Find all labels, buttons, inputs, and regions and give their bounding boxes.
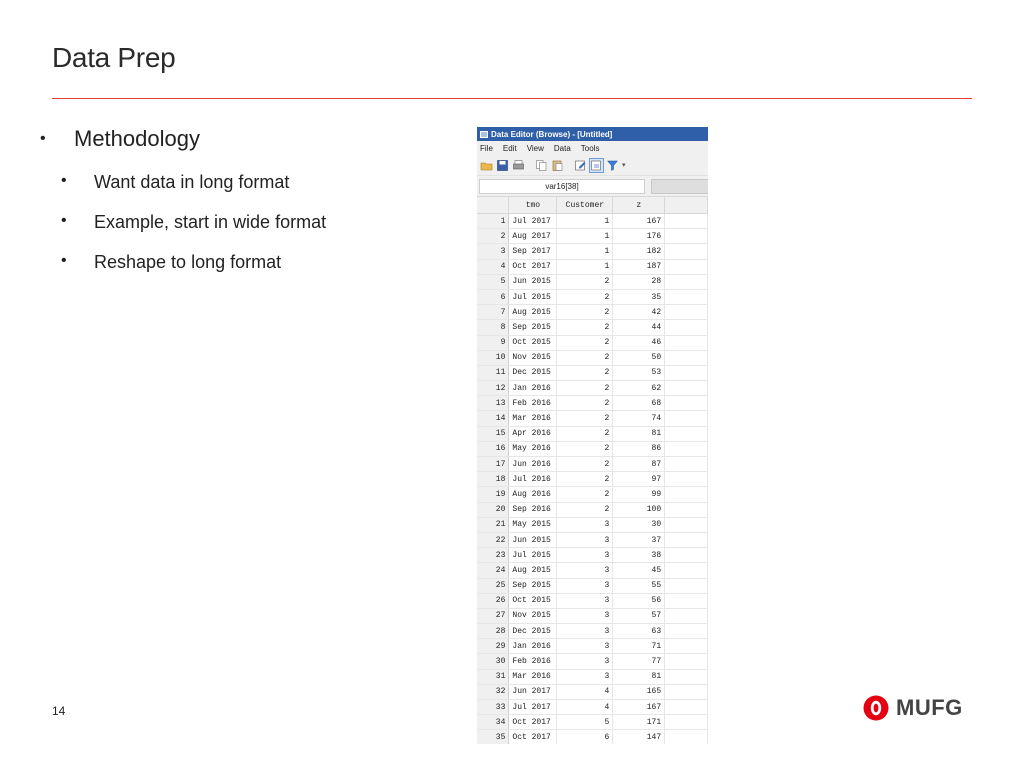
cell-customer[interactable]: 2 [557, 335, 613, 350]
cell-customer[interactable]: 2 [557, 441, 613, 456]
row-number: 16 [477, 441, 509, 456]
cell-z[interactable]: 71 [613, 639, 665, 654]
row-number: 10 [477, 350, 509, 365]
page-number: 14 [52, 704, 66, 718]
row-number: 7 [477, 305, 509, 320]
table-row[interactable] [477, 320, 708, 335]
row-number: 2 [477, 229, 509, 244]
table-row[interactable] [477, 335, 708, 350]
cell-tmo[interactable]: Sep 2015 [509, 320, 557, 335]
paste-icon[interactable] [551, 159, 564, 172]
menu-tools[interactable]: Tools [580, 143, 600, 153]
menu-view[interactable]: View [526, 143, 544, 153]
cell-z[interactable]: 57 [613, 608, 665, 623]
table-row[interactable] [477, 305, 708, 320]
cell-customer[interactable]: 3 [557, 548, 613, 563]
cell-tmo[interactable]: Jul 2016 [509, 472, 557, 487]
row-number: 6 [477, 289, 509, 304]
row-number: 8 [477, 320, 509, 335]
table-row[interactable] [477, 365, 708, 380]
cell-tmo[interactable]: Dec 2015 [509, 624, 557, 639]
edit-icon[interactable] [574, 159, 587, 172]
cell-z[interactable]: 176 [613, 229, 665, 244]
menu-data[interactable]: Data [553, 143, 571, 153]
bullet-dot: • [61, 172, 67, 189]
cell-tmo[interactable]: Oct 2015 [509, 335, 557, 350]
cell-empty[interactable] [665, 700, 708, 715]
dropdown-icon[interactable]: ▾ [622, 162, 626, 169]
bullet-dot: • [40, 130, 46, 147]
cell-customer[interactable]: 3 [557, 517, 613, 532]
cell-customer[interactable]: 2 [557, 365, 613, 380]
cell-tmo[interactable]: Oct 2017 [509, 715, 557, 730]
cell-customer[interactable]: 3 [557, 593, 613, 608]
row-number: 5 [477, 274, 509, 289]
row-number: 25 [477, 578, 509, 593]
cell-tmo[interactable]: May 2016 [509, 441, 557, 456]
cell-z[interactable]: 97 [613, 472, 665, 487]
cell-customer[interactable]: 2 [557, 396, 613, 411]
copy-icon[interactable] [535, 159, 548, 172]
cell-tmo[interactable]: Mar 2016 [509, 411, 557, 426]
mufg-logo-mark-icon [862, 694, 890, 722]
row-number: 3 [477, 244, 509, 259]
cell-empty[interactable] [665, 517, 708, 532]
cell-tmo[interactable]: Jun 2015 [509, 274, 557, 289]
toolbar-separator [567, 159, 571, 172]
cell-empty[interactable] [665, 381, 708, 396]
table-row[interactable] [477, 502, 708, 517]
cell-z[interactable]: 44 [613, 320, 665, 335]
table-row[interactable] [477, 350, 708, 365]
cell-z[interactable]: 45 [613, 563, 665, 578]
bullet-wide-format: Example, start in wide format [94, 212, 327, 232]
menu-file[interactable]: File [480, 143, 493, 153]
cell-empty[interactable] [665, 532, 708, 547]
cell-empty[interactable] [665, 593, 708, 608]
cell-empty[interactable] [665, 441, 708, 456]
table-row[interactable] [477, 229, 708, 244]
cell-tmo[interactable]: Jun 2017 [509, 684, 557, 699]
cell-empty[interactable] [665, 274, 708, 289]
cell-tmo[interactable]: Mar 2016 [509, 669, 557, 684]
table-row[interactable] [477, 654, 708, 669]
row-number: 19 [477, 487, 509, 502]
cell-customer[interactable]: 2 [557, 289, 613, 304]
cell-customer[interactable]: 6 [557, 730, 613, 744]
cell-z[interactable]: 62 [613, 381, 665, 396]
cell-empty[interactable] [665, 472, 708, 487]
cell-empty[interactable] [665, 320, 708, 335]
cell-empty[interactable] [665, 502, 708, 517]
cell-tmo[interactable]: Jul 2017 [509, 700, 557, 715]
cell-empty[interactable] [665, 244, 708, 259]
cell-empty[interactable] [665, 730, 708, 744]
cell-empty[interactable] [665, 639, 708, 654]
menu-edit[interactable]: Edit [502, 143, 517, 153]
row-number: 11 [477, 365, 509, 380]
bullet-long-format: Want data in long format [94, 172, 290, 192]
cell-empty[interactable] [665, 548, 708, 563]
row-number: 28 [477, 624, 509, 639]
cell-empty[interactable] [665, 684, 708, 699]
row-number: 13 [477, 396, 509, 411]
cell-z[interactable]: 81 [613, 669, 665, 684]
row-number: 12 [477, 381, 509, 396]
cell-tmo[interactable]: Apr 2016 [509, 426, 557, 441]
browse-icon[interactable] [590, 159, 603, 172]
cell-tmo[interactable]: Feb 2016 [509, 396, 557, 411]
cell-tmo[interactable]: Sep 2015 [509, 578, 557, 593]
cell-z[interactable]: 50 [613, 350, 665, 365]
cell-tmo[interactable]: Aug 2015 [509, 563, 557, 578]
cell-customer[interactable]: 4 [557, 700, 613, 715]
cell-z[interactable]: 55 [613, 578, 665, 593]
column-header-empty[interactable] [665, 197, 708, 214]
cell-tmo[interactable]: Nov 2015 [509, 608, 557, 623]
cell-tmo[interactable]: Aug 2016 [509, 487, 557, 502]
table-row[interactable] [477, 457, 708, 472]
row-number: 18 [477, 472, 509, 487]
cell-empty[interactable] [665, 305, 708, 320]
cell-tmo[interactable]: Jul 2015 [509, 289, 557, 304]
open-folder-icon[interactable] [480, 159, 493, 172]
save-icon[interactable] [496, 159, 509, 172]
cell-customer[interactable]: 1 [557, 214, 613, 229]
cell-tmo[interactable]: Jan 2016 [509, 639, 557, 654]
cell-empty[interactable] [665, 578, 708, 593]
cell-tmo[interactable]: Dec 2015 [509, 365, 557, 380]
grid-body [477, 214, 708, 745]
cell-z[interactable]: 86 [613, 441, 665, 456]
cell-customer[interactable]: 2 [557, 411, 613, 426]
cell-z[interactable]: 147 [613, 730, 665, 744]
table-row[interactable] [477, 715, 708, 730]
cell-z[interactable]: 35 [613, 289, 665, 304]
cell-tmo[interactable]: Jul 2015 [509, 548, 557, 563]
toolbar-separator [528, 159, 532, 172]
cell-z[interactable]: 187 [613, 259, 665, 274]
cell-customer[interactable]: 3 [557, 654, 613, 669]
cell-empty[interactable] [665, 259, 708, 274]
cell-customer[interactable]: 2 [557, 305, 613, 320]
cell-tmo[interactable]: Sep 2016 [509, 502, 557, 517]
cell-empty[interactable] [665, 214, 708, 229]
cell-z[interactable]: 171 [613, 715, 665, 730]
row-number: 17 [477, 457, 509, 472]
cell-customer[interactable]: 4 [557, 684, 613, 699]
cell-customer[interactable]: 2 [557, 274, 613, 289]
cell-z[interactable]: 37 [613, 532, 665, 547]
table-row[interactable] [477, 517, 708, 532]
cell-z[interactable]: 167 [613, 214, 665, 229]
cell-tmo[interactable]: Sep 2017 [509, 244, 557, 259]
table-row[interactable] [477, 730, 708, 744]
cell-empty[interactable] [665, 608, 708, 623]
cell-empty[interactable] [665, 563, 708, 578]
window-title: Data Editor (Browse) - [Untitled] [491, 129, 613, 139]
cell-name-field[interactable]: var16[38] [479, 179, 645, 194]
cell-tmo[interactable]: Oct 2017 [509, 730, 557, 744]
cell-customer[interactable]: 2 [557, 487, 613, 502]
table-row[interactable] [477, 396, 708, 411]
cell-empty[interactable] [665, 350, 708, 365]
cell-empty[interactable] [665, 624, 708, 639]
cell-empty[interactable] [665, 289, 708, 304]
cell-z[interactable]: 165 [613, 684, 665, 699]
toolbar [477, 155, 708, 176]
cell-empty[interactable] [665, 335, 708, 350]
row-number: 1 [477, 214, 509, 229]
cell-tmo[interactable]: Nov 2015 [509, 350, 557, 365]
cell-z[interactable]: 42 [613, 305, 665, 320]
data-grid [477, 197, 708, 744]
cell-z[interactable]: 46 [613, 335, 665, 350]
table-row[interactable] [477, 639, 708, 654]
cell-customer[interactable]: 2 [557, 350, 613, 365]
print-icon[interactable] [512, 159, 525, 172]
cell-z[interactable]: 182 [613, 244, 665, 259]
table-row[interactable] [477, 259, 708, 274]
cell-empty[interactable] [665, 229, 708, 244]
cell-customer[interactable]: 2 [557, 472, 613, 487]
column-header-customer[interactable]: Customer [557, 197, 613, 214]
mufg-logo-text: MUFG [896, 695, 963, 720]
row-number: 4 [477, 259, 509, 274]
cell-customer[interactable]: 2 [557, 320, 613, 335]
cell-customer[interactable]: 1 [557, 244, 613, 259]
row-number: 33 [477, 700, 509, 715]
cell-empty[interactable] [665, 411, 708, 426]
table-row[interactable] [477, 532, 708, 547]
row-number: 29 [477, 639, 509, 654]
column-header-z[interactable]: z [613, 197, 665, 214]
cell-z[interactable]: 53 [613, 365, 665, 380]
cell-tmo[interactable]: Jan 2016 [509, 381, 557, 396]
table-row[interactable] [477, 563, 708, 578]
cell-customer[interactable]: 3 [557, 578, 613, 593]
cell-empty[interactable] [665, 669, 708, 684]
cell-tmo[interactable]: Jul 2017 [509, 214, 557, 229]
cell-value-field[interactable] [651, 179, 708, 194]
cell-customer[interactable]: 2 [557, 426, 613, 441]
table-row[interactable] [477, 472, 708, 487]
cell-empty[interactable] [665, 396, 708, 411]
row-number: 26 [477, 593, 509, 608]
cell-customer[interactable]: 2 [557, 457, 613, 472]
window-titlebar[interactable] [477, 127, 708, 141]
cell-tmo[interactable]: Jun 2016 [509, 457, 557, 472]
table-row[interactable] [477, 608, 708, 623]
cell-z[interactable]: 28 [613, 274, 665, 289]
table-row[interactable] [477, 593, 708, 608]
table-row[interactable] [477, 274, 708, 289]
cell-customer[interactable]: 3 [557, 608, 613, 623]
table-row[interactable] [477, 381, 708, 396]
table-row[interactable] [477, 624, 708, 639]
cell-empty[interactable] [665, 654, 708, 669]
slide-title: Data Prep [52, 42, 176, 73]
mufg-logo [862, 694, 963, 722]
table-row[interactable] [477, 244, 708, 259]
row-number: 9 [477, 335, 509, 350]
cell-z[interactable]: 56 [613, 593, 665, 608]
cell-customer[interactable]: 2 [557, 502, 613, 517]
cell-customer[interactable]: 5 [557, 715, 613, 730]
cell-z[interactable]: 38 [613, 548, 665, 563]
row-number: 20 [477, 502, 509, 517]
column-header-tmo[interactable]: tmo [509, 197, 557, 214]
title-divider [52, 98, 972, 99]
cell-empty[interactable] [665, 715, 708, 730]
table-row[interactable] [477, 578, 708, 593]
row-number: 14 [477, 411, 509, 426]
cell-customer[interactable]: 3 [557, 669, 613, 684]
data-editor-window [477, 127, 708, 744]
row-number-header [477, 197, 509, 214]
cell-customer[interactable]: 2 [557, 381, 613, 396]
cell-empty[interactable] [665, 487, 708, 502]
cell-z[interactable]: 68 [613, 396, 665, 411]
cell-tmo[interactable]: May 2015 [509, 517, 557, 532]
cell-customer[interactable]: 3 [557, 639, 613, 654]
cell-z[interactable]: 100 [613, 502, 665, 517]
bullet-dot: • [61, 252, 67, 269]
row-number: 23 [477, 548, 509, 563]
row-number: 35 [477, 730, 509, 744]
table-row[interactable] [477, 289, 708, 304]
cell-z[interactable]: 167 [613, 700, 665, 715]
table-row[interactable] [477, 426, 708, 441]
table-row[interactable] [477, 548, 708, 563]
cell-customer[interactable]: 3 [557, 532, 613, 547]
cell-z[interactable]: 81 [613, 426, 665, 441]
table-row[interactable] [477, 700, 708, 715]
table-row[interactable] [477, 214, 708, 229]
cell-tmo[interactable]: Oct 2015 [509, 593, 557, 608]
row-number: 32 [477, 684, 509, 699]
table-row[interactable] [477, 487, 708, 502]
row-number: 21 [477, 517, 509, 532]
table-row[interactable] [477, 684, 708, 699]
bullet-dot: • [61, 212, 67, 229]
row-number: 31 [477, 669, 509, 684]
cell-z[interactable]: 87 [613, 457, 665, 472]
bullet-methodology: Methodology [74, 126, 200, 151]
cell-z[interactable]: 63 [613, 624, 665, 639]
cell-z[interactable]: 30 [613, 517, 665, 532]
cell-tmo[interactable]: Jun 2015 [509, 532, 557, 547]
table-row[interactable] [477, 669, 708, 684]
row-number: 27 [477, 608, 509, 623]
table-row[interactable] [477, 441, 708, 456]
cell-tmo[interactable]: Aug 2015 [509, 305, 557, 320]
cell-tmo[interactable]: Feb 2016 [509, 654, 557, 669]
cell-empty[interactable] [665, 426, 708, 441]
filter-icon[interactable] [606, 159, 619, 172]
row-number: 22 [477, 532, 509, 547]
row-number: 24 [477, 563, 509, 578]
cell-customer[interactable]: 3 [557, 624, 613, 639]
cell-empty[interactable] [665, 457, 708, 472]
menu-bar [477, 141, 708, 155]
cell-customer[interactable]: 1 [557, 259, 613, 274]
grid-icon [480, 131, 488, 138]
cell-customer[interactable]: 3 [557, 563, 613, 578]
cell-tmo[interactable]: Aug 2017 [509, 229, 557, 244]
cell-empty[interactable] [665, 365, 708, 380]
row-number: 15 [477, 426, 509, 441]
cell-z[interactable]: 77 [613, 654, 665, 669]
cell-z[interactable]: 99 [613, 487, 665, 502]
row-number: 30 [477, 654, 509, 669]
cell-z[interactable]: 74 [613, 411, 665, 426]
table-row[interactable] [477, 411, 708, 426]
row-number: 34 [477, 715, 509, 730]
cell-bar [477, 176, 708, 197]
cell-tmo[interactable]: Oct 2017 [509, 259, 557, 274]
bullet-reshape: Reshape to long format [94, 252, 282, 272]
cell-customer[interactable]: 1 [557, 229, 613, 244]
